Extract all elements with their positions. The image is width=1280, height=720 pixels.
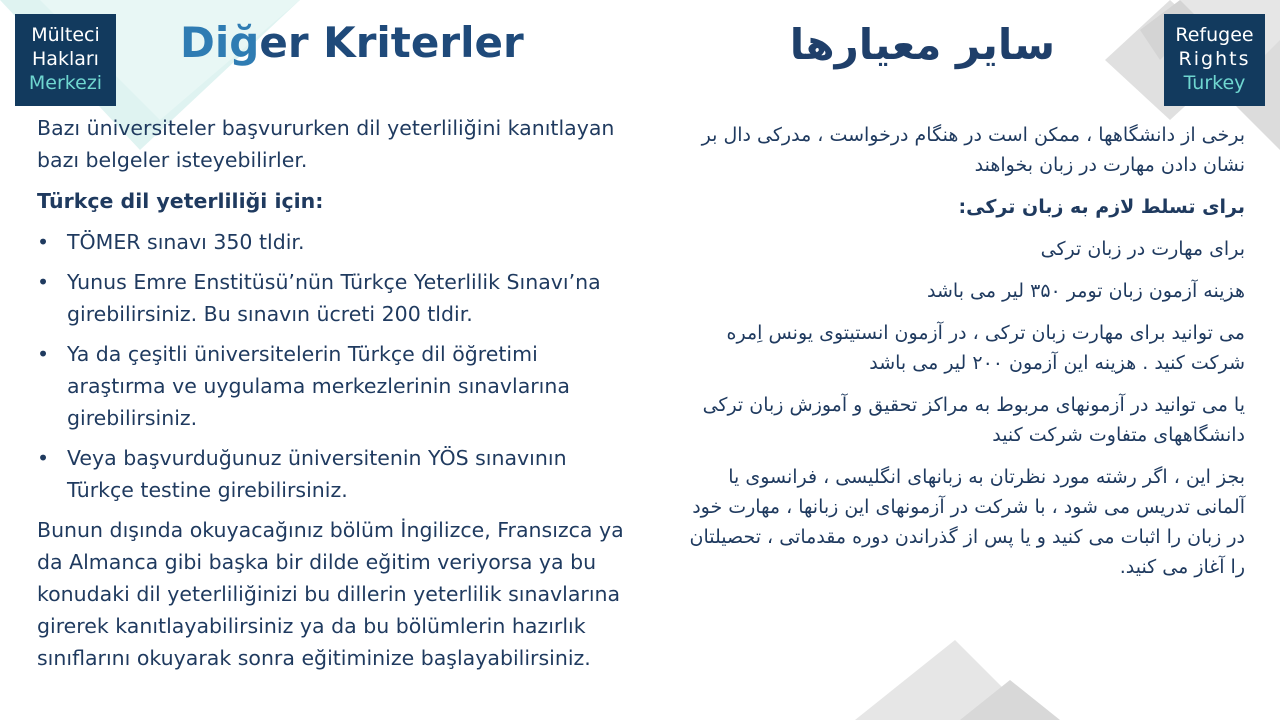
persian-paragraph: می توانید برای مهارت زبان ترکی ، در آزمون انستیتوی یونس اِمره شرکت کنید . هزینه این آزمون ۲۰۰ لیر می باشد [726, 322, 1245, 374]
logo-line: Turkey [1183, 72, 1246, 94]
logo-line: Hakları [32, 48, 99, 70]
logo-multeci-haklari-merkezi [15, 14, 116, 106]
list-item-text: Ya da çeşitli üniversitelerin Türkçe dil öğretimi araştırma ve uygulama merkezlerinin sınavlarına girebilirsiniz. [67, 342, 570, 430]
turkish-closing: Bunun dışında okuyacağınız bölüm İngilizce, Fransızca ya da Almanca gibi başka bir dilde eğitim veriyorsa ya bu konudaki dil yeterliliğinizi bu dillerin yeterlilik sınavlarına girerek kanıtlayabilirsiniz ya da bu bölümlerin hazırlık sınıflarını okuyarak sonra eğitiminize başlayabilirsiniz. [37, 518, 624, 670]
list-item-text: Veya başvurduğunuz üniversitenin YÖS sınavının Türkçe testine girebilirsiniz. [67, 446, 567, 502]
page-title-turkish [180, 18, 524, 67]
logo-line: Merkezi [28, 72, 103, 94]
title-part: Diğ [180, 18, 260, 67]
bullet-icon: • [37, 342, 50, 366]
turkish-column [37, 112, 637, 683]
turkish-intro: Bazı üniversiteler başvururken dil yeterliliğini kanıtlayan bazı belgeler isteyebilirler. [37, 116, 615, 172]
list-item [37, 338, 637, 434]
list-item [37, 442, 637, 506]
persian-heading: برای تسلط لازم به زبان ترکی: [958, 196, 1245, 218]
turkish-heading: Türkçe dil yeterliliği için: [37, 189, 324, 213]
persian-paragraph: برای مهارت در زبان ترکی [1040, 238, 1245, 260]
bullet-icon: • [37, 270, 50, 294]
persian-paragraph: هزینه آزمون زبان تومر ۳۵۰ لیر می باشد [927, 280, 1245, 302]
persian-intro: برخی از دانشگاهها ، ممکن است در هنگام درخواست ، مدرکی دال بر نشان دادن مهارت در زبان بخواهند [701, 124, 1245, 176]
logo-line: Rights [1178, 48, 1251, 70]
title-part: er Kriterler [259, 18, 524, 67]
logo-line: Mülteci [31, 24, 100, 46]
logo-refugee-rights-turkey [1164, 14, 1265, 106]
page-title-persian: سایر معیارها [789, 20, 1055, 69]
persian-paragraph: بجز این ، اگر رشته مورد نظرتان به زبانهای انگلیسی ، فرانسوی یا آلمانی تدریس می شود ، با شرکت در آزمونهای این زبانها ، مهارت خود در زبان را اثبات می کنید و یا پس از گذراندن دوره مقدماتی ، تحصیلتان را آغاز می کنید. [689, 466, 1245, 578]
list-item-text: Yunus Emre Enstitüsü’nün Türkçe Yeterlilik Sınavı’na girebilirsiniz. Bu sınavın ücreti 200 tldir. [67, 270, 601, 326]
turkish-bullet-list [37, 226, 637, 506]
list-item-text: TÖMER sınavı 350 tldir. [67, 230, 305, 254]
persian-paragraph: یا می توانید در آزمونهای مربوط به مراکز تحقیق و آموزش زبان ترکی دانشگاههای متفاوت شرکت کنید [702, 394, 1245, 446]
list-item [37, 226, 637, 258]
logo-line: Refugee [1175, 24, 1254, 46]
bullet-icon: • [37, 446, 50, 470]
persian-column [685, 120, 1245, 594]
bullet-icon: • [37, 230, 50, 254]
list-item [37, 266, 637, 330]
